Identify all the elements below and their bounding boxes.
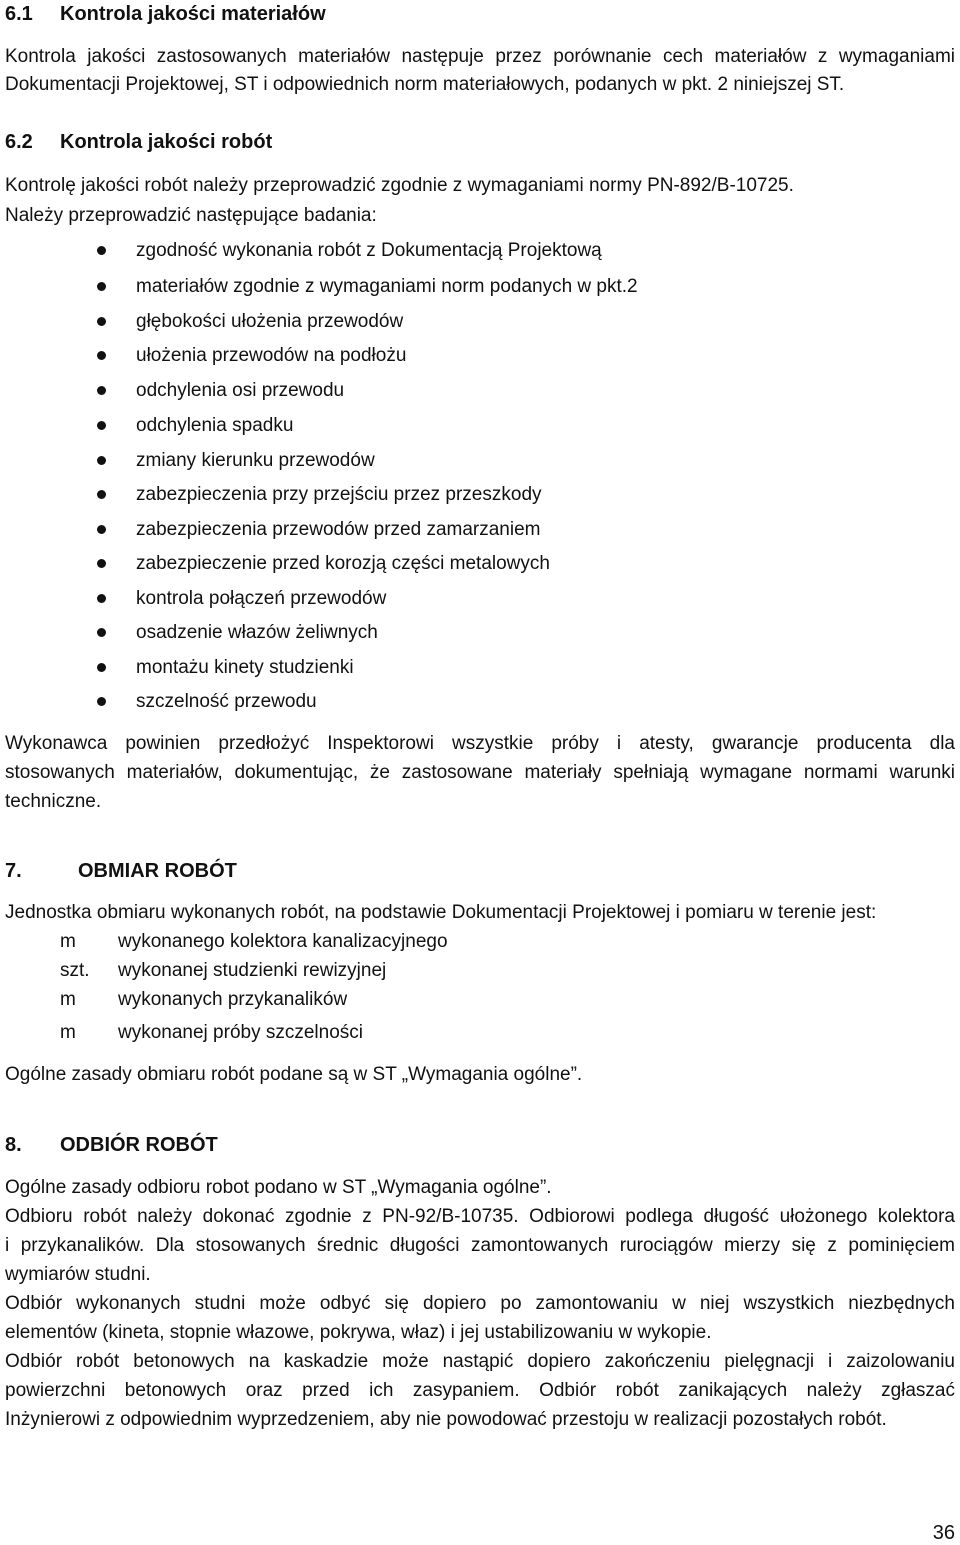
paragraph-line: Dokumentacji Projektowej, ST i odpowiednich norm materiałowych, podanych w pkt. 2 niniejszej ST. xyxy=(5,74,845,95)
list-item-text: odchylenia osi przewodu xyxy=(136,380,345,401)
list-item-text: szczelność przewodu xyxy=(136,691,317,712)
paragraph-line: stosowanych materiałów, dokumentując, że zastosowane materiały spełniają wymagane normami warunki xyxy=(5,762,955,783)
paragraph-line: powierzchni betonowych oraz przed ich zasypaniem. Odbiór robót zanikających należy zgłaszać xyxy=(5,1380,955,1401)
section-8-heading xyxy=(5,1133,218,1157)
paragraph-line: Kontrola jakości zastosowanych materiałów następuje przez porównanie cech materiałów z wymaganiami xyxy=(5,46,955,67)
paragraph-line: Odbioru robót należy dokonać zgodnie z PN-92/B-10735. Odbiorowi podlega długość ułożonego kolektora xyxy=(5,1206,955,1227)
section-title: Kontrola jakości robót xyxy=(60,131,273,153)
bullet-icon xyxy=(97,663,106,672)
list-item-text: głębokości ułożenia przewodów xyxy=(136,311,404,332)
section-title: ODBIÓR ROBÓT xyxy=(60,1134,218,1156)
list-item-text: zmiany kierunku przewodów xyxy=(136,450,375,471)
unit-row xyxy=(60,1021,363,1045)
paragraph-line: wymiarów studni. xyxy=(5,1264,151,1285)
section-number: 6.2 xyxy=(5,131,33,153)
bullet-icon xyxy=(97,594,106,603)
unit-row xyxy=(60,930,448,954)
unit-description: wykonanych przykanalików xyxy=(118,989,348,1010)
unit-symbol: szt. xyxy=(60,960,90,981)
unit-description: wykonanej studzienki rewizyjnej xyxy=(118,960,387,981)
list-item-text: materiałów zgodnie z wymaganiami norm podanych w pkt.2 xyxy=(136,276,638,297)
unit-row xyxy=(60,959,386,983)
section-6-2-heading xyxy=(5,130,272,154)
bullet-icon xyxy=(97,421,106,430)
section-number: 6.1 xyxy=(5,3,33,25)
section-7-heading xyxy=(5,859,237,883)
bullet-icon xyxy=(97,490,106,499)
paragraph-line: Inżynierowi z odpowiednim wyprzedzeniem, aby nie powodować przestoju w realizacji pozostałych robót. xyxy=(5,1409,887,1430)
list-item-text: kontrola połączeń przewodów xyxy=(136,588,387,609)
list-item-text: odchylenia spadku xyxy=(136,415,294,436)
paragraph-line: Wykonawca powinien przedłożyć Inspektorowi wszystkie próby i atesty, gwarancje producenta dla xyxy=(5,733,955,754)
bullet-icon xyxy=(97,525,106,534)
bullet-icon xyxy=(97,697,106,706)
list-item-text: zabezpieczenia przewodów przed zamarzaniem xyxy=(136,519,541,540)
paragraph-line: techniczne. xyxy=(5,791,102,812)
paragraph-line: Odbiór robót betonowych na kaskadzie może nastąpić dopiero zakończeniu pielęgnacji i zaizolowaniu xyxy=(5,1351,955,1372)
paragraph-line: Kontrolę jakości robót należy przeprowadzić zgodnie z wymaganiami normy PN-892/B-10725. xyxy=(5,175,794,196)
list-item-text: osadzenie włazów żeliwnych xyxy=(136,622,378,643)
paragraph-line: Ogólne zasady odbioru robot podano w ST „Wymagania ogólne”. xyxy=(5,1177,552,1198)
paragraph-line: Jednostka obmiaru wykonanych robót, na podstawie Dokumentacji Projektowej i pomiaru w terenie jest: xyxy=(5,902,877,923)
bullet-icon xyxy=(97,351,106,360)
page-number: 36 xyxy=(932,1522,955,1544)
bullet-icon xyxy=(97,317,106,326)
section-title: Kontrola jakości materiałów xyxy=(60,3,326,25)
list-item-text: zabezpieczenia przy przejściu przez przeszkody xyxy=(136,484,542,505)
unit-symbol: m xyxy=(60,931,76,952)
bullet-icon xyxy=(97,386,106,395)
section-number: 7. xyxy=(5,860,22,882)
unit-symbol: m xyxy=(60,1022,76,1043)
list-item-text: zabezpieczenie przed korozją części metalowych xyxy=(136,553,550,574)
section-number: 8. xyxy=(5,1134,22,1156)
bullet-icon xyxy=(97,559,106,568)
bullet-icon xyxy=(97,456,106,465)
list-item-text: ułożenia przewodów na podłożu xyxy=(136,345,407,366)
bullet-icon xyxy=(97,246,106,255)
unit-row xyxy=(60,988,347,1012)
paragraph-line: Należy przeprowadzić następujące badania: xyxy=(5,205,377,226)
bullet-icon xyxy=(97,282,106,291)
list-item-text: zgodność wykonania robót z Dokumentacją Projektową xyxy=(136,240,602,261)
unit-description: wykonanego kolektora kanalizacyjnego xyxy=(118,931,448,952)
section-title: OBMIAR ROBÓT xyxy=(78,860,237,882)
section-6-1-heading xyxy=(5,2,326,26)
bullet-icon xyxy=(97,628,106,637)
list-item-text: montażu kinety studzienki xyxy=(136,657,354,678)
paragraph-line: i przykanalików. Dla stosowanych średnic długości zamontowanych rurociągów mierzy się z pominięciem xyxy=(5,1235,955,1256)
paragraph-line: Odbiór wykonanych studni może odbyć się dopiero po zamontowaniu w niej wszystkich niezbędnych xyxy=(5,1293,955,1314)
paragraph-line: elementów (kineta, stopnie włazowe, pokrywa, właz) i jej ustabilizowaniu w wykopie. xyxy=(5,1322,712,1343)
paragraph-line: Ogólne zasady obmiaru robót podane są w ST „Wymagania ogólne”. xyxy=(5,1064,583,1085)
unit-symbol: m xyxy=(60,989,76,1010)
unit-description: wykonanej próby szczelności xyxy=(118,1022,364,1043)
